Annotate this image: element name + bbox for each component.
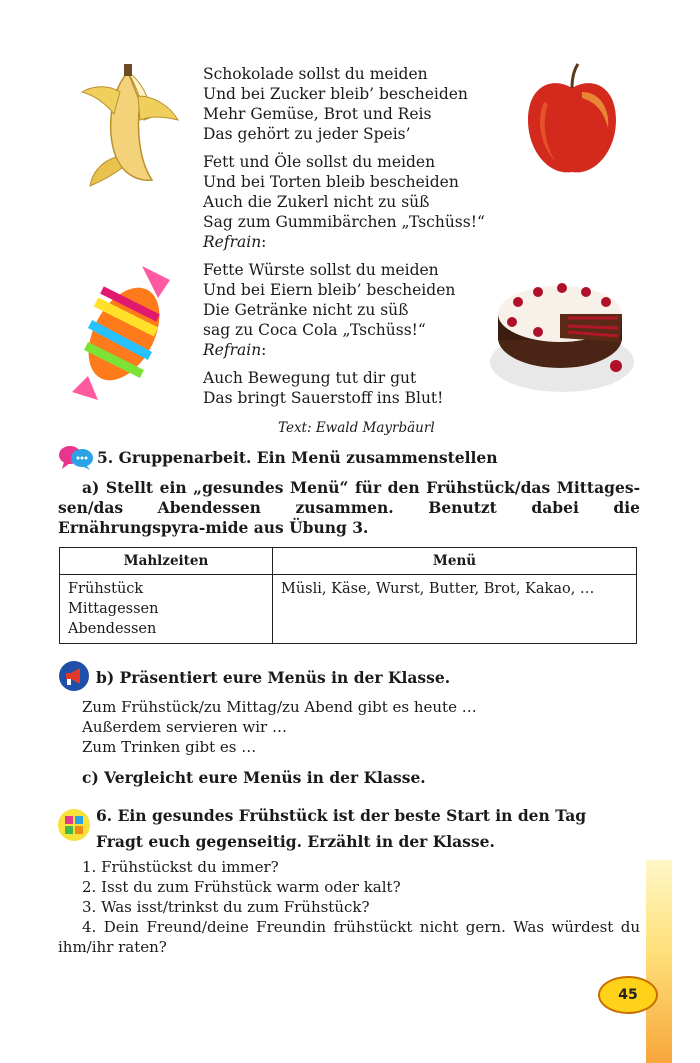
poem-author: Text: Ewald Mayrbäurl <box>278 420 435 436</box>
refrain-label: Refrain: <box>203 341 267 359</box>
poem <box>203 64 503 416</box>
poem-stanza-1 <box>203 64 503 144</box>
phrase-item: Zum Trinken gibt es … <box>82 738 257 756</box>
question-item: 4. Dein Freund/deine Freundin frühstückt nicht gern. Was würdest du ihm/ihr raten? <box>58 918 640 956</box>
poem-line: Das gehört zu jeder Speis’ <box>203 125 411 143</box>
meal-item: Frühstück <box>68 581 144 597</box>
poem-line: Und bei Eiern bleib’ bescheiden <box>203 281 456 299</box>
phrase-item: Außerdem servieren wir … <box>82 718 287 736</box>
group-chat-icon <box>58 444 94 470</box>
meal-item: Mittagessen <box>68 601 159 617</box>
exercise5-task-a: a) Stellt ein „gesundes Menü“ für den Frühstück/das Mittages-sen/das Abendessen zusammen. Benutzt dabei die Ernährungspyra-mide aus Übung 3. <box>58 478 640 537</box>
poem-stanza-4 <box>203 368 503 408</box>
poem-line: Auch Bewegung tut dir gut <box>203 369 417 387</box>
question-item: 1. Frühstückst du immer? <box>82 858 279 876</box>
exercise6-heading: 6. Ein gesundes Frühstück ist der beste Start in den Tag <box>96 806 587 825</box>
poem-line: Schokolade sollst du meiden <box>203 65 428 83</box>
puzzle-icon <box>57 808 91 842</box>
table-header-meals: Mahlzeiten <box>60 548 273 575</box>
poem-line: Das bringt Sauerstoff ins Blut! <box>203 389 444 407</box>
poem-line: Fett und Öle sollst du meiden <box>203 153 436 171</box>
menu-cell: Müsli, Käse, Wurst, Butter, Brot, Kakao, … <box>273 575 637 644</box>
phrase-item: Zum Frühstück/zu Mittag/zu Abend gibt es heute … <box>82 698 477 716</box>
poem-line: sag zu Coca Cola „Tschüss!“ <box>203 321 426 339</box>
candy-image <box>58 262 188 402</box>
poem-line: Mehr Gemüse, Brot und Reis <box>203 105 432 123</box>
exercise5-task-b: b) Präsentiert eure Menüs in der Klasse. <box>96 668 451 687</box>
question-item: 3. Was isst/trinkst du zum Frühstück? <box>82 898 370 916</box>
meals-cell <box>60 575 273 644</box>
question-item: 2. Isst du zum Frühstück warm oder kalt? <box>82 878 401 896</box>
question-list <box>58 857 640 957</box>
table-row <box>60 575 637 644</box>
page-side-strip <box>646 860 672 1063</box>
refrain-label: Refrain: <box>203 233 267 251</box>
megaphone-icon <box>58 660 90 692</box>
phrase-list <box>82 697 477 757</box>
exercise5-task-c: c) Vergleicht eure Menüs in der Klasse. <box>82 768 426 787</box>
poem-line: Fette Würste sollst du meiden <box>203 261 439 279</box>
poem-stanza-3 <box>203 260 503 360</box>
page-number: 45 <box>598 976 658 1014</box>
table-header-row <box>60 548 637 575</box>
banana-image <box>70 62 185 192</box>
poem-line: Sag zum Gummibärchen „Tschüss!“ <box>203 213 485 231</box>
poem-line: Auch die Zukerl nicht zu süß <box>203 193 430 211</box>
exercise5-heading: 5. Gruppenarbeit. Ein Menü zusammenstellen <box>97 448 498 467</box>
meal-item: Abendessen <box>68 621 157 637</box>
poem-line: Und bei Torten bleib bescheiden <box>203 173 459 191</box>
exercise6-subheading: Fragt euch gegenseitig. Erzählt in der Klasse. <box>96 832 495 851</box>
poem-line: Und bei Zucker bleib’ bescheiden <box>203 85 468 103</box>
poem-line: Die Getränke nicht zu süß <box>203 301 409 319</box>
cake-image <box>488 266 636 396</box>
menu-table <box>59 547 637 644</box>
apple-image <box>522 62 622 182</box>
poem-stanza-2 <box>203 152 503 252</box>
table-header-menu: Menü <box>273 548 637 575</box>
